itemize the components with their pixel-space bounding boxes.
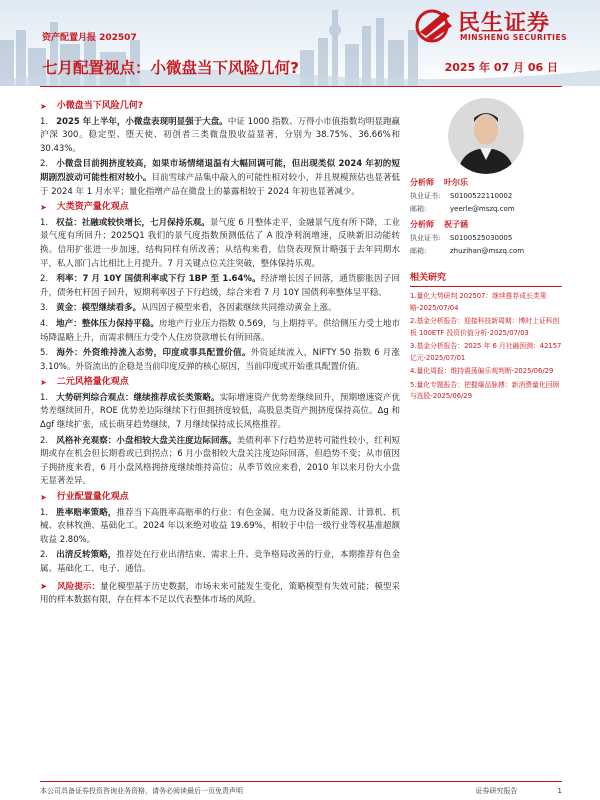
- footer: [40, 786, 562, 796]
- arrow-icon: ➤: [40, 581, 48, 592]
- related-item[interactable]: 1.量化大势研判 202507：继续推荐成长类策略-2025/07/04: [410, 292, 547, 312]
- header-banner: [0, 0, 600, 86]
- paragraph: 2. 出清反转策略，推荐处在行业出清结束、需求上升、竞争格局改善的行业，本期推荐有色金属、基础化工、电子、通信。: [40, 550, 400, 574]
- paragraph: 1. 2025 年上半年，小微盘表现明显强于大盘。中证 1000 指数、万得小市值指数均明显跑赢沪深 300。稳定型、堕天使、初创者三类微盘股收益显著，分别为 38.75%、36.66%和 30.43%。: [40, 116, 400, 154]
- arrow-icon: ➤: [40, 493, 47, 503]
- paragraph: 2. 风格补充观察：小盘相较大盘关注度边际回落。美债利率下行趋势逆转可能性较小，红利短期或存在机会但长期看或已到拐点；6 月小盘相较大盘关注度边际回落，但趋势不变；从市值因子拥挤度来看，6 月小盘风格拥挤度继续维持高位；从季节效应来看，2010 年以来月份大小盘无显著差异。: [40, 435, 400, 487]
- logo-text-en: MINSHENG SECURITIES: [460, 33, 567, 42]
- report-type: 证券研究报告: [475, 787, 518, 795]
- sidebar: [410, 98, 562, 405]
- related-research-heading: 相关研究: [410, 270, 562, 287]
- logo-text-cn: 民生证券: [458, 11, 551, 36]
- report-date: 2025 年 07 月 06 日: [444, 61, 558, 74]
- risk-warning: ➤ 风险提示：量化模型基于历史数据，市场未来可能发生变化，策略模型有失效可能；模型采用的样本数据有限，存在样本不足以代表整体市场的风险。: [40, 581, 400, 606]
- paragraph: 1. 权益：社融或较快增长，七月保持乐观。景气度 6 月整体走平，金融景气度有所下降，工业景气度有所回升；2025Q1 我们的景气度指数预测低估了 A 股净利润增速，反映新旧动能转换。信用扩张进一步加速，结构同样有所改善；从结构来看，信贷表现预计略强于去年同期水平，私人部门占比相比上月提升。7 月关键点位关注突破，整体保持乐观。: [40, 217, 400, 269]
- company-logo: [414, 6, 584, 46]
- page-number: 1: [557, 787, 562, 795]
- paragraph: 3. 黄金：模型继续看多。从四因子模型来看，各因素继续共同推动黄金上涨。: [40, 303, 337, 314]
- arrow-icon: ➤: [40, 378, 47, 388]
- email-link[interactable]: zhuzihan@mszq.com: [450, 247, 525, 255]
- section-heading: ➤ 小微盘当下风险几何?: [40, 100, 400, 114]
- section-heading: ➤ 行业配置量化观点: [40, 491, 400, 505]
- paragraph: 1. 胜率赔率策略，推荐当下高胜率高赔率的行业：有色金属、电力设备及新能源、计算机、机械、农林牧渔、基础化工。2024 年以来绝对收益 19.69%，相较于中信一级行业等权基准超额收益 2.80%。: [40, 507, 400, 545]
- related-research-list: [410, 291, 562, 403]
- header-divider: [40, 86, 562, 87]
- report-series: 资产配置月报 202507: [42, 33, 137, 43]
- disclaimer-text: 本公司具备证券投资咨询业务资格，请务必阅读最后一页免责声明: [40, 787, 243, 795]
- paragraph: 4. 地产：整体压力保持平稳。房地产行业压力指数 0.569，与上期持平。供给侧压力受土地市场降温略上升，而需求侧压力受个人住房贷款增长有所回落。: [40, 318, 400, 343]
- arrow-icon: ➤: [40, 102, 47, 111]
- analyst-card: 分析师 祝子涵 执业证书: S0100525030005 邮箱: zhuzihan@mszq.com: [410, 220, 525, 255]
- footer-divider: [40, 781, 562, 782]
- analyst-photo: [448, 98, 524, 174]
- related-item[interactable]: 5.量化专题报告：把握爆品脉搏：新消费量化回顾与选股-2025/06/29: [410, 380, 560, 400]
- section-heading: ➤ 大类资产量化观点: [40, 201, 400, 215]
- related-item[interactable]: 2.基金分析报告：迎接科技新周期：博时上证科创板 100ETF 投资价值分析-2025/07/03: [410, 317, 560, 337]
- paragraph: 2. 小微盘目前拥挤度较高，如果市场情绪退温有大幅回调可能，但出现类似 2024 年初的短期剧烈波动可能性相对较小。目前雪球产品集中敲入的可能性相对较小，并且规模预估也显著低于 2024 年 1 月水平；量化指增产品在微盘上的暴露相较于 2024 年初也显著减少。: [40, 159, 400, 197]
- related-item[interactable]: 3.基金分析报告：2025 年 6 月社融预测：42157 亿元-2025/07/01: [410, 342, 562, 362]
- paragraph: 2. 利率：7 月 10Y 国债利率或下行 1BP 至 1.64%。经济增长因子回落，通货膨胀因子回升，债务杠杆因子回升，短期利率因子下行趋缓，综合来看 7 月 10Y 国债利率整体呈平稳。: [40, 274, 400, 298]
- paragraph: 5. 海外：外资维持流入态势，印度或事具配置价值。外资延续流入，NIFTY 50 指数 6 月涨 3.10%。外资流出的企稳是当前印度反弹的核心原因，当前印度或开始重具配置价值。: [40, 348, 400, 372]
- email-link[interactable]: yeerle@mszq.com: [450, 205, 515, 213]
- section-heading: ➤ 二元风格量化观点: [40, 376, 400, 390]
- related-item[interactable]: 4.量化周报：维持震荡偏乐观判断-2025/06/29: [410, 367, 554, 375]
- analyst-card: 分析师 叶尔乐 执业证书: S0100522110002 邮箱: yeerle@mszq.com: [410, 178, 515, 213]
- page-title: 七月配置视点：小微盘当下风险几何?: [42, 59, 299, 77]
- logo-mark-icon: [414, 6, 454, 44]
- paragraph: 1. 大势研判综合观点：继续推荐成长类策略。实际增速资产优势差继续回升，预期增速资产优势差继续回升，ROE 优势差边际继续下行但拥挤度较低，高股息类资产拥挤度保持高位。Δg 和Δgf 继续扩张，成长萌芽趋势继续，7 月继续保持成长风格推荐。: [40, 392, 400, 431]
- main-content: [40, 98, 400, 610]
- arrow-icon: ➤: [40, 203, 47, 213]
